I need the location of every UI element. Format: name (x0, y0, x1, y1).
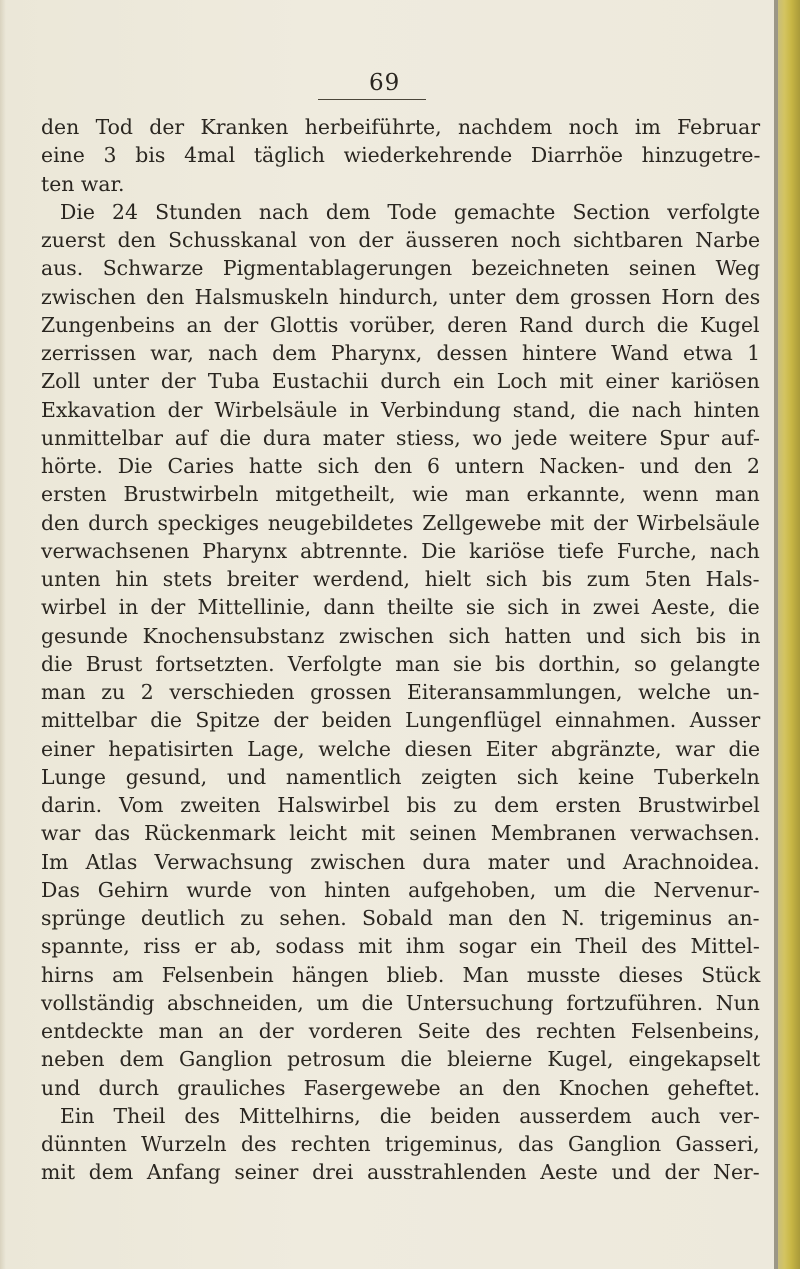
text-line: eine 3 bis 4mal täglich wiederkehrende Diarrhöe hinzugetre- (41, 143, 761, 167)
text-line: den Tod der Kranken herbeiführte, nachdem noch im Februar (41, 115, 761, 139)
book-edge (778, 0, 800, 1269)
text-line: Ein Theil des Mittelhirns, die beiden ausserdem auch ver- (60, 1104, 760, 1128)
text-line: aus. Schwarze Pigmentablagerungen bezeichneten seinen Weg (41, 256, 761, 280)
text-line: gesunde Knochensubstanz zwischen sich hatten und sich bis in (41, 624, 761, 648)
text-line: entdeckte man an der vorderen Seite des rechten Felsenbeins, (41, 1019, 760, 1043)
text-line: man zu 2 verschieden grossen Eiteransammlungen, welche un- (41, 680, 760, 704)
text-line: Das Gehirn wurde von hinten aufgehoben, um die Nervenur- (41, 878, 760, 902)
page-number: 69 (369, 70, 401, 96)
page-left-edge (0, 0, 6, 1269)
page-number-rule (318, 99, 426, 100)
text-line: dünnten Wurzeln des rechten trigeminus, das Ganglion Gasseri, (41, 1132, 760, 1156)
text-line: die Brust fortsetzten. Verfolgte man sie bis dorthin, so gelangte (41, 652, 761, 676)
text-line: Zoll unter der Tuba Eustachii durch ein Loch mit einer kariösen (41, 369, 760, 393)
text-line: wirbel in der Mittellinie, dann theilte sie sich in zwei Aeste, die (41, 595, 760, 619)
text-line: Lunge gesund, und namentlich zeigten sich keine Tuberkeln (41, 765, 760, 789)
text-line: mittelbar die Spitze der beiden Lungenflügel einnahmen. Ausser (41, 708, 761, 732)
text-line: hirns am Felsenbein hängen blieb. Man musste dieses Stück (41, 963, 761, 987)
text-line: sprünge deutlich zu sehen. Sobald man den N. trigeminus an- (41, 906, 760, 930)
text-line: zuerst den Schusskanal von der äusseren noch sichtbaren Narbe (41, 228, 761, 252)
text-line: unten hin stets breiter werdend, hielt sich bis zum 5ten Hals- (41, 567, 760, 591)
text-line: ersten Brustwirbeln mitgetheilt, wie man erkannte, wenn man (41, 482, 760, 506)
text-line: zerrissen war, nach dem Pharynx, dessen hintere Wand etwa 1 (41, 341, 761, 365)
text-line: zwischen den Halsmuskeln hindurch, unter dem grossen Horn des (41, 285, 761, 309)
text-line: und durch grauliches Fasergewebe an den Knochen geheftet. (41, 1076, 761, 1100)
text-line: den durch speckiges neugebildetes Zellgewebe mit der Wirbelsäule (41, 511, 760, 535)
text-line: verwachsenen Pharynx abtrennte. Die kariöse tiefe Furche, nach (41, 539, 760, 563)
text-line: Exkavation der Wirbelsäule in Verbindung stand, die nach hinten (41, 398, 760, 422)
text-line: Im Atlas Verwachsung zwischen dura mater und Arachnoidea. (41, 850, 760, 874)
text-line: spannte, riss er ab, sodass mit ihm sogar ein Theil des Mittel- (41, 934, 760, 958)
text-line: Die 24 Stunden nach dem Tode gemachte Section verfolgte (60, 200, 761, 224)
text-line: mit dem Anfang seiner drei ausstrahlenden Aeste und der Ner- (41, 1160, 760, 1184)
text-line: darin. Vom zweiten Halswirbel bis zu dem ersten Brustwirbel (41, 793, 760, 817)
text-line: Zungenbeins an der Glottis vorüber, deren Rand durch die Kugel (41, 313, 760, 337)
text-line: hörte. Die Caries hatte sich den 6 untern Nacken- und den 2 (41, 454, 761, 478)
text-line: ten war. (41, 172, 125, 196)
text-line: einer hepatisirten Lage, welche diesen Eiter abgränzte, war die (41, 737, 761, 761)
text-line: neben dem Ganglion petrosum die bleierne Kugel, eingekapselt (41, 1047, 761, 1071)
text-line: war das Rückenmark leicht mit seinen Membranen verwachsen. (41, 821, 760, 845)
text-line: unmittelbar auf die dura mater stiess, wo jede weitere Spur auf- (41, 426, 760, 450)
text-line: vollständig abschneiden, um die Untersuchung fortzuführen. Nun (41, 991, 760, 1015)
